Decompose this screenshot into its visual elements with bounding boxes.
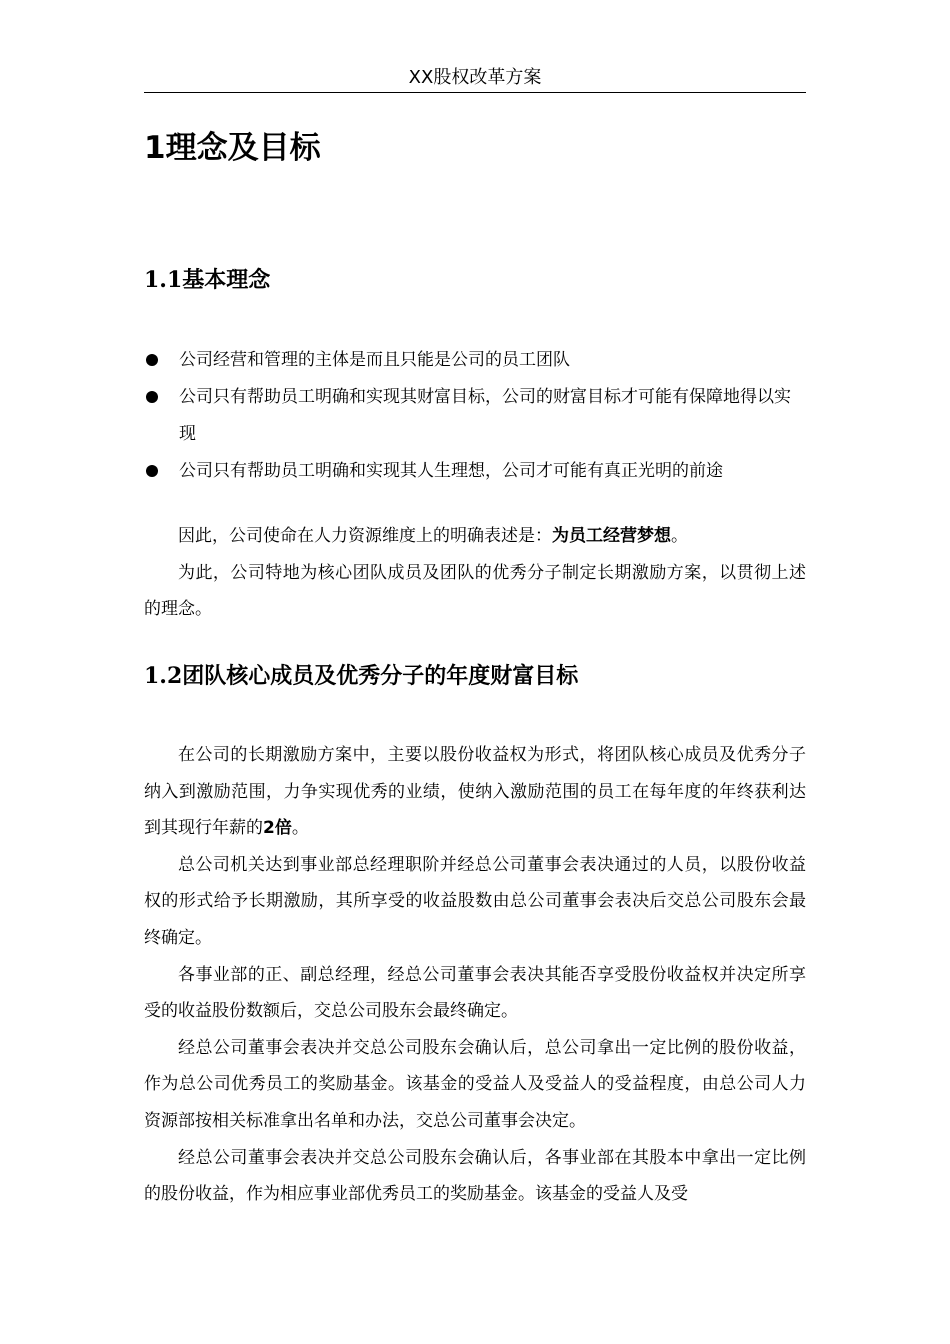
list-item	[144, 453, 806, 490]
section-1-heading: 1理念及目标	[144, 130, 321, 166]
bullet-dot-icon	[146, 465, 158, 477]
section-1-2-heading: 1.2团队核心成员及优秀分子的年度财富目标	[144, 663, 579, 689]
target-text: 在公司的长期激励方案中，主要以股份收益权为形式，将团队核心成员及优秀分子纳入到激励范围，力争实现优秀的业绩，使纳入激励范围的员工在每年度的年终获利达到其现行年薪的	[144, 745, 806, 839]
paragraph: 总公司机关达到事业部总经理职阶并经总公司董事会表决通过的人员，以股份收益权的形式给予长期激励，其所享受的收益股数由总公司董事会表决后交总公司股东会最终确定。	[144, 854, 806, 948]
mission-paragraph	[144, 518, 806, 555]
mission-suffix: 。	[671, 526, 688, 546]
list-item-text: 公司只有帮助员工明确和实现其财富目标，公司的财富目标才可能有保障地得以实现	[179, 387, 791, 444]
paragraph: 经总公司董事会表决并交总公司股东会确认后，总公司拿出一定比例的股份收益，作为总公司优秀员工的奖励基金。该基金的受益人及受益人的受益程度，由总公司人力资源部按相关标准拿出名单和办法，交总公司董事会决定。	[144, 1037, 806, 1131]
purpose-paragraph: 为此，公司特地为核心团队成员及团队的优秀分子制定长期激励方案，以贯彻上述的理念。	[144, 562, 806, 620]
list-item-text: 公司经营和管理的主体是而且只能是公司的员工团队	[179, 350, 570, 370]
section-1-1-heading: 1.1基本理念	[144, 267, 271, 293]
list-item	[144, 379, 806, 453]
mission-emphasis: 为员工经营梦想	[552, 526, 671, 546]
mission-text: 因此，公司使命在人力资源维度上的明确表述是：	[178, 526, 552, 546]
paragraph: 各事业部的正、副总经理，经总公司董事会表决其能否享受股份收益权并决定所享受的收益股份数额后，交总公司股东会最终确定。	[144, 964, 806, 1022]
target-suffix: 。	[291, 818, 309, 839]
principles-list	[144, 342, 806, 490]
list-item	[144, 342, 806, 379]
paragraph: 经总公司董事会表决并交总公司股东会确认后，各事业部在其股本中拿出一定比例的股份收益，作为相应事业部优秀员工的奖励基金。该基金的受益人及受	[144, 1147, 806, 1205]
bullet-dot-icon	[146, 391, 158, 403]
list-item-text: 公司只有帮助员工明确和实现其人生理想，公司才可能有真正光明的前途	[179, 461, 723, 481]
target-paragraph	[144, 737, 806, 847]
running-header: XX股权改革方案	[144, 66, 806, 93]
section-1-1-body	[144, 518, 806, 628]
target-emphasis: 2倍	[263, 818, 292, 839]
bullet-dot-icon	[146, 354, 158, 366]
section-1-2-body	[144, 737, 806, 1213]
